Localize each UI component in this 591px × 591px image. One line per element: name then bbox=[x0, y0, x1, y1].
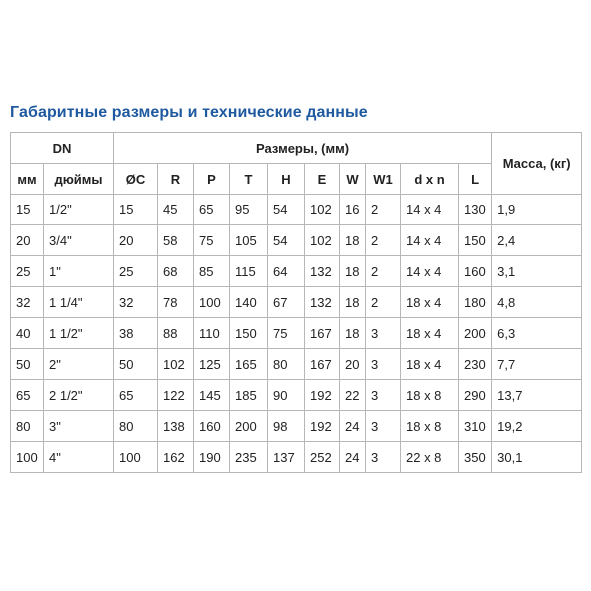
table-cell: 4,8 bbox=[492, 287, 582, 318]
table-cell: 2" bbox=[44, 349, 114, 380]
table-cell: 50 bbox=[11, 349, 44, 380]
table-cell: 2,4 bbox=[492, 225, 582, 256]
column-header: T bbox=[230, 164, 268, 195]
column-header: P bbox=[194, 164, 230, 195]
table-cell: 185 bbox=[230, 380, 268, 411]
table-cell: 18 x 8 bbox=[401, 380, 459, 411]
table-cell: 75 bbox=[194, 225, 230, 256]
column-header: ØC bbox=[114, 164, 158, 195]
table-cell: 38 bbox=[114, 318, 158, 349]
table-cell: 88 bbox=[158, 318, 194, 349]
table-cell: 200 bbox=[459, 318, 492, 349]
table-cell: 22 x 8 bbox=[401, 442, 459, 473]
table-cell: 67 bbox=[268, 287, 305, 318]
table-cell: 14 x 4 bbox=[401, 225, 459, 256]
table-cell: 160 bbox=[459, 256, 492, 287]
table-cell: 350 bbox=[459, 442, 492, 473]
column-header: W bbox=[340, 164, 366, 195]
table-cell: 1/2" bbox=[44, 195, 114, 225]
table-cell: 20 bbox=[11, 225, 44, 256]
table-cell: 25 bbox=[11, 256, 44, 287]
table-cell: 3 bbox=[366, 442, 401, 473]
table-cell: 80 bbox=[11, 411, 44, 442]
table-cell: 110 bbox=[194, 318, 230, 349]
table-cell: 7,7 bbox=[492, 349, 582, 380]
table-cell: 2 bbox=[366, 287, 401, 318]
table-cell: 14 x 4 bbox=[401, 195, 459, 225]
table-cell: 122 bbox=[158, 380, 194, 411]
table-cell: 98 bbox=[268, 411, 305, 442]
table-cell: 18 x 4 bbox=[401, 318, 459, 349]
table-cell: 192 bbox=[305, 411, 340, 442]
table-cell: 190 bbox=[194, 442, 230, 473]
table-cell: 140 bbox=[230, 287, 268, 318]
table-cell: 18 bbox=[340, 318, 366, 349]
table-cell: 167 bbox=[305, 349, 340, 380]
dn-header: DN bbox=[11, 133, 114, 164]
page-title: Габаритные размеры и технические данные bbox=[10, 104, 368, 121]
table-cell: 90 bbox=[268, 380, 305, 411]
table-cell: 20 bbox=[114, 225, 158, 256]
table-cell: 102 bbox=[305, 225, 340, 256]
table-cell: 150 bbox=[230, 318, 268, 349]
table-cell: 78 bbox=[158, 287, 194, 318]
table-cell: 16 bbox=[340, 195, 366, 225]
table-cell: 20 bbox=[340, 349, 366, 380]
table-cell: 24 bbox=[340, 411, 366, 442]
table-cell: 13,7 bbox=[492, 380, 582, 411]
table-cell: 3 bbox=[366, 349, 401, 380]
table-row bbox=[11, 195, 582, 225]
column-header: d x n bbox=[401, 164, 459, 195]
table-cell: 1 1/2" bbox=[44, 318, 114, 349]
table-cell: 54 bbox=[268, 195, 305, 225]
table-cell: 14 x 4 bbox=[401, 256, 459, 287]
table-cell: 100 bbox=[114, 442, 158, 473]
table-cell: 32 bbox=[11, 287, 44, 318]
column-header: E bbox=[305, 164, 340, 195]
table-cell: 167 bbox=[305, 318, 340, 349]
table-cell: 3" bbox=[44, 411, 114, 442]
table-cell: 100 bbox=[194, 287, 230, 318]
table-cell: 19,2 bbox=[492, 411, 582, 442]
table-body bbox=[11, 195, 582, 473]
table-cell: 54 bbox=[268, 225, 305, 256]
table-cell: 68 bbox=[158, 256, 194, 287]
table-cell: 18 bbox=[340, 225, 366, 256]
table-cell: 85 bbox=[194, 256, 230, 287]
table-cell: 24 bbox=[340, 442, 366, 473]
table-cell: 75 bbox=[268, 318, 305, 349]
table-cell: 230 bbox=[459, 349, 492, 380]
table-row bbox=[11, 225, 582, 256]
table-cell: 18 x 4 bbox=[401, 349, 459, 380]
table-cell: 165 bbox=[230, 349, 268, 380]
table-row bbox=[11, 256, 582, 287]
table-cell: 18 bbox=[340, 256, 366, 287]
table-cell: 18 bbox=[340, 287, 366, 318]
table-cell: 25 bbox=[114, 256, 158, 287]
table-cell: 15 bbox=[114, 195, 158, 225]
dimensions-header: Размеры, (мм) bbox=[114, 133, 492, 164]
column-header: мм bbox=[11, 164, 44, 195]
table-cell: 65 bbox=[114, 380, 158, 411]
table-row bbox=[11, 318, 582, 349]
column-header: L bbox=[459, 164, 492, 195]
table-cell: 132 bbox=[305, 256, 340, 287]
table-cell: 132 bbox=[305, 287, 340, 318]
table-cell: 1 1/4" bbox=[44, 287, 114, 318]
table-cell: 145 bbox=[194, 380, 230, 411]
table-cell: 200 bbox=[230, 411, 268, 442]
table-cell: 180 bbox=[459, 287, 492, 318]
table-cell: 1,9 bbox=[492, 195, 582, 225]
table-cell: 2 1/2" bbox=[44, 380, 114, 411]
table-cell: 3 bbox=[366, 318, 401, 349]
column-header: H bbox=[268, 164, 305, 195]
table-cell: 15 bbox=[11, 195, 44, 225]
table-cell: 32 bbox=[114, 287, 158, 318]
table-cell: 290 bbox=[459, 380, 492, 411]
table-cell: 64 bbox=[268, 256, 305, 287]
table-cell: 1" bbox=[44, 256, 114, 287]
table-cell: 22 bbox=[340, 380, 366, 411]
table-row bbox=[11, 442, 582, 473]
table-cell: 30,1 bbox=[492, 442, 582, 473]
specs-table bbox=[10, 132, 582, 473]
table-cell: 45 bbox=[158, 195, 194, 225]
table-cell: 3 bbox=[366, 411, 401, 442]
table-cell: 162 bbox=[158, 442, 194, 473]
table-cell: 6,3 bbox=[492, 318, 582, 349]
table-row bbox=[11, 287, 582, 318]
table-row bbox=[11, 411, 582, 442]
table-cell: 18 x 8 bbox=[401, 411, 459, 442]
table-cell: 80 bbox=[114, 411, 158, 442]
table-cell: 80 bbox=[268, 349, 305, 380]
table-cell: 95 bbox=[230, 195, 268, 225]
table-cell: 310 bbox=[459, 411, 492, 442]
header-row-group bbox=[11, 133, 582, 164]
table-cell: 102 bbox=[305, 195, 340, 225]
table-cell: 160 bbox=[194, 411, 230, 442]
table-cell: 3,1 bbox=[492, 256, 582, 287]
table-cell: 100 bbox=[11, 442, 44, 473]
table-cell: 3/4" bbox=[44, 225, 114, 256]
table-cell: 138 bbox=[158, 411, 194, 442]
table-row bbox=[11, 380, 582, 411]
table-cell: 58 bbox=[158, 225, 194, 256]
table-cell: 252 bbox=[305, 442, 340, 473]
table-cell: 105 bbox=[230, 225, 268, 256]
table-cell: 65 bbox=[11, 380, 44, 411]
table-cell: 125 bbox=[194, 349, 230, 380]
table-row bbox=[11, 349, 582, 380]
table-cell: 150 bbox=[459, 225, 492, 256]
table-cell: 40 bbox=[11, 318, 44, 349]
mass-header: Масса, (кг) bbox=[492, 133, 582, 195]
table-cell: 3 bbox=[366, 380, 401, 411]
table-cell: 65 bbox=[194, 195, 230, 225]
table-cell: 137 bbox=[268, 442, 305, 473]
column-header: R bbox=[158, 164, 194, 195]
table-cell: 115 bbox=[230, 256, 268, 287]
table-cell: 2 bbox=[366, 225, 401, 256]
table-cell: 192 bbox=[305, 380, 340, 411]
table-cell: 18 x 4 bbox=[401, 287, 459, 318]
column-header: W1 bbox=[366, 164, 401, 195]
table-cell: 2 bbox=[366, 256, 401, 287]
table-cell: 50 bbox=[114, 349, 158, 380]
column-header: дюймы bbox=[44, 164, 114, 195]
table-cell: 102 bbox=[158, 349, 194, 380]
table-cell: 4" bbox=[44, 442, 114, 473]
table-cell: 235 bbox=[230, 442, 268, 473]
table-cell: 130 bbox=[459, 195, 492, 225]
table-cell: 2 bbox=[366, 195, 401, 225]
